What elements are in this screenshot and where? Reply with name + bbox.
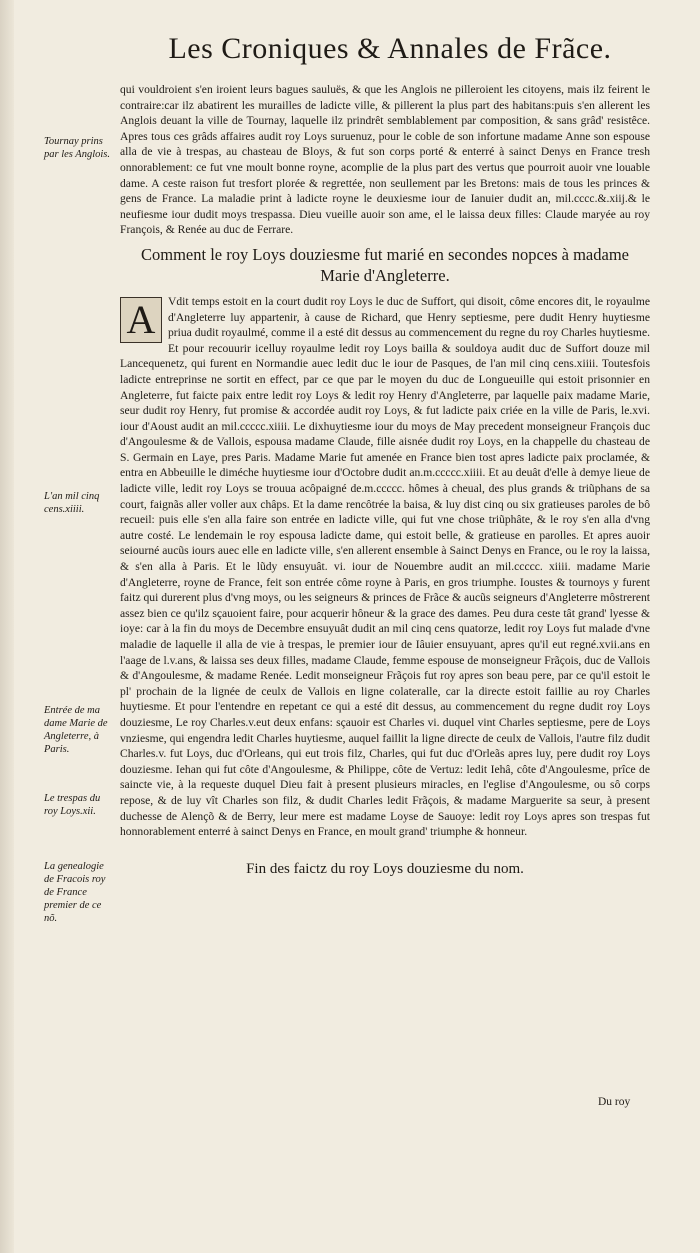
main-text-column [120, 82, 650, 879]
catchword: Du roy [598, 1096, 631, 1108]
paragraph-mariage [120, 294, 650, 840]
page-edge [0, 0, 14, 1253]
margin-note-trespas: Le trespas du roy Loys.xii. [44, 793, 101, 817]
fin-line: Fin des faictz du roy Loys douziesme du nom. [246, 860, 524, 877]
chapter-heading: Comment le roy Loys douziesme fut marié en secondes nopces à madame Marie d'Angleterre. [141, 244, 629, 285]
margin-note-an-mil-cinq: L'an mil cinq cens.xiiii. [44, 491, 100, 515]
margin-note-genealogie: La genealogie de Fracois roy de France premier de ce nõ. [44, 861, 106, 924]
paragraph-tournay: qui vouldroient s'en iroient leurs bagues sauluës, & que les Anglois ne pilleroient les citoyens, mais ilz feirent le contraire:car ilz abatirent les murailles de ladicte ville, & pillerent la plus part des habitans:puis s'en allerent les Anglois deuant la ville de Tournay, laquelle ilz prindrêt semblablement par composition, & sans grâd' resistêce. Apres tous ces grâds affaires audit roy Loys suruenuz, pour le coble de son infortune madame Anne son espouse alla de vie à trespas, au chasteau de Bloys, & fut son corps porté & enterré à sainct Denys en France tresh onnorablement: ce fut vne moult bonne royne, acomplie de la plus part des vertus que pourroit auoir vne louable dame. A ceste raison fut tresfort plorée & regrettée, non seullement par les Bretons: mais de tous les princes & gens de France. La maladie print à ladicte royne le deuxiesme iour de Ianuier dudit an, mil.cccc.&.xiij.& le neufiesme iour dudit moys trespassa. Dieu vueille auoir son ame, el le laissa deux filles: Claude maryée au roy François, & Renée au duc de Ferrare. [120, 83, 650, 237]
margin-note-tournay: Tournay prins par les Anglois. [44, 136, 111, 160]
running-head: Les Croniques & Annales de Frãce. [168, 32, 612, 65]
margin-note-entree-marie: Entrée de ma dame Marie de Angleterre, à Paris. [44, 705, 108, 755]
paragraph-mariage-text: Vdit temps estoit en la court dudit roy Loys le duc de Suffort, qui disoit, côme encores dit, le royaulme d'Angleterre luy appartenir, à cause de Richard, que Henry septiesme, pere dudit Henry huytiesme priua dudit royaulmé, comme il a esté dit dessus au commencement du regne du roy Charles huytiesme. Et pour recouurir icelluy royaulme ledit roy Loys bailla & souldoya audit duc de Suffort douze mil Lancequenetz, qui furent en Normandie auec ledit duc le iour de Pasques, de l'an mil cinq cens.xiiii. Toutesfois ladicte entreprinse ne sortit en effect, par ce que par le moyen du duc de Longueuille qui estoit prisonnier en Angleterre, fut faicte paix entre ledit roy Loys & ledit roy Henry d'Angleterre, par laquelle paix madame Marie, seur dudit roy Henry, fut promise & accordée audit roy Loys, & fut ladicte paix criée en la ville de Paris, le.xvi. iour d'Aoust audit an mil.ccccc.xiiii. Le dixhuytiesme iour du moys de May precedent monseigneur François duc d'Angoulesme & de Vallois, espousa madame Claude, fille aisnée dudit roy Loys, en la chappelle du chasteau de S. Germain en Laye, pres Paris. Madame Marie fut amenée en France bien tost apres ladicte paix proclamée, & entra en Abbeuille le diméche huytiesme iour d'Octobre dudit an.m.ccccc.xiiii. Et au deuât d'elle à demye lieue de ladicte ville, ledit roy Loys se trouua acôpaigné de.m.ccccc. hômes à cheual, des plus grands & triũphans de sa court, faignãs aller voller aux châps. Et la dame rencôtrée la baisa, & luy dist cinq ou six gratieuses paroles de bô recueil: puis elle s'en alla faire son entrée en ladicte ville, qui fut vne chose triũphâte, & le roy s'en alla d'vng autre costé. Le lendemain le roy espousa ladicte dame, qui estoit belle, & gratieuse en parolles. Et apres auoir seiourné aucũs iours auec elle en ladicte ville, s'en allerent ensemble à Sainct Denys en France, ou le roy la laissa, & s'en alla à Paris. Et le lũdy ensuyuât. vi. iour de Nouembre audit an mil.ccccc. xiiii. madame Marie d'Angleterre, royne de France, feit son entrée côme royne à Paris, en gros triumphe. Ioustes & tournoys y furent faitz qui durerent plus d'vng moys, ou les seigneurs & princes de Frãce & aucũs seigneurs d'Angleterre môstrerent assez bien ce qu'ilz sçauoient faire, pour acquerir hôneur & la grace des dames. Peu dura ceste tât grand' lyesse & ioye: car à la fin du moys de Decembre ensuyuât dudit an mil cinq cens quatorze, ledit roy Loys fut malade d'vne maladie de laquelle il alla de vie à trespas, le premier iour de Iâuier ensuyuant, apres qu'il eut regné.xvii.ans en l'aage de l.v.ans, & laissa ses deux filles, madame Claude, femme espouse de monseigneur Frãçois, duc de Vallois & d'Angoulesme, & madame Renée. Ledit monseigneur Frãçois fut roy apres son beau pere, par ce qu'il estoit le pl' prochain de la lignée de ceulx de Vallois en ligne colateralle, car la directe estoit faillie au roy Charles huytiesme. Et pour l'entendre en repetant ce qui a esté dit dessus, au commencement du regne dudit roy Loys douziesme, Le roy Charles.v.eut deux enfans: sçauoir est Charles vi. duquel vint Charles septiesme, pere de Loys vnziesme, qui engendra ledit Charles huytiesme, auquel faillit la ligne directe de ceulx de Vallois, l'autre filz dudit Charles.v. fut Loys, duc d'Orleans, qui eut trois filz, Charles, qui fut duc d'Orleãs apres luy, pere dudit roy Loys douziesme. Iehan qui fut côte d'Angoulesme, & Philippe, côte de Vertuz: ledit Iehâ, côte d'Angoulesme, prîce de saincte vie, à la requeste duquel Dieu fait à present plusieurs miracles, en l'eglise d'Angoulesme, ou sô corps repose, & de luy vît Charles son filz, & dudit Charles ledit Frãçois, & madame Marguerite sa seur, à present duchesse de Alençõ & de Berry, leur mere est madame Loyse de Sauoye: ledit roy Loys apres son trespas fut honnorablement enterré à sainct Denys en France, en moult grand' triumphe & honneur. [120, 294, 650, 839]
dropcap-initial: A [120, 297, 162, 343]
